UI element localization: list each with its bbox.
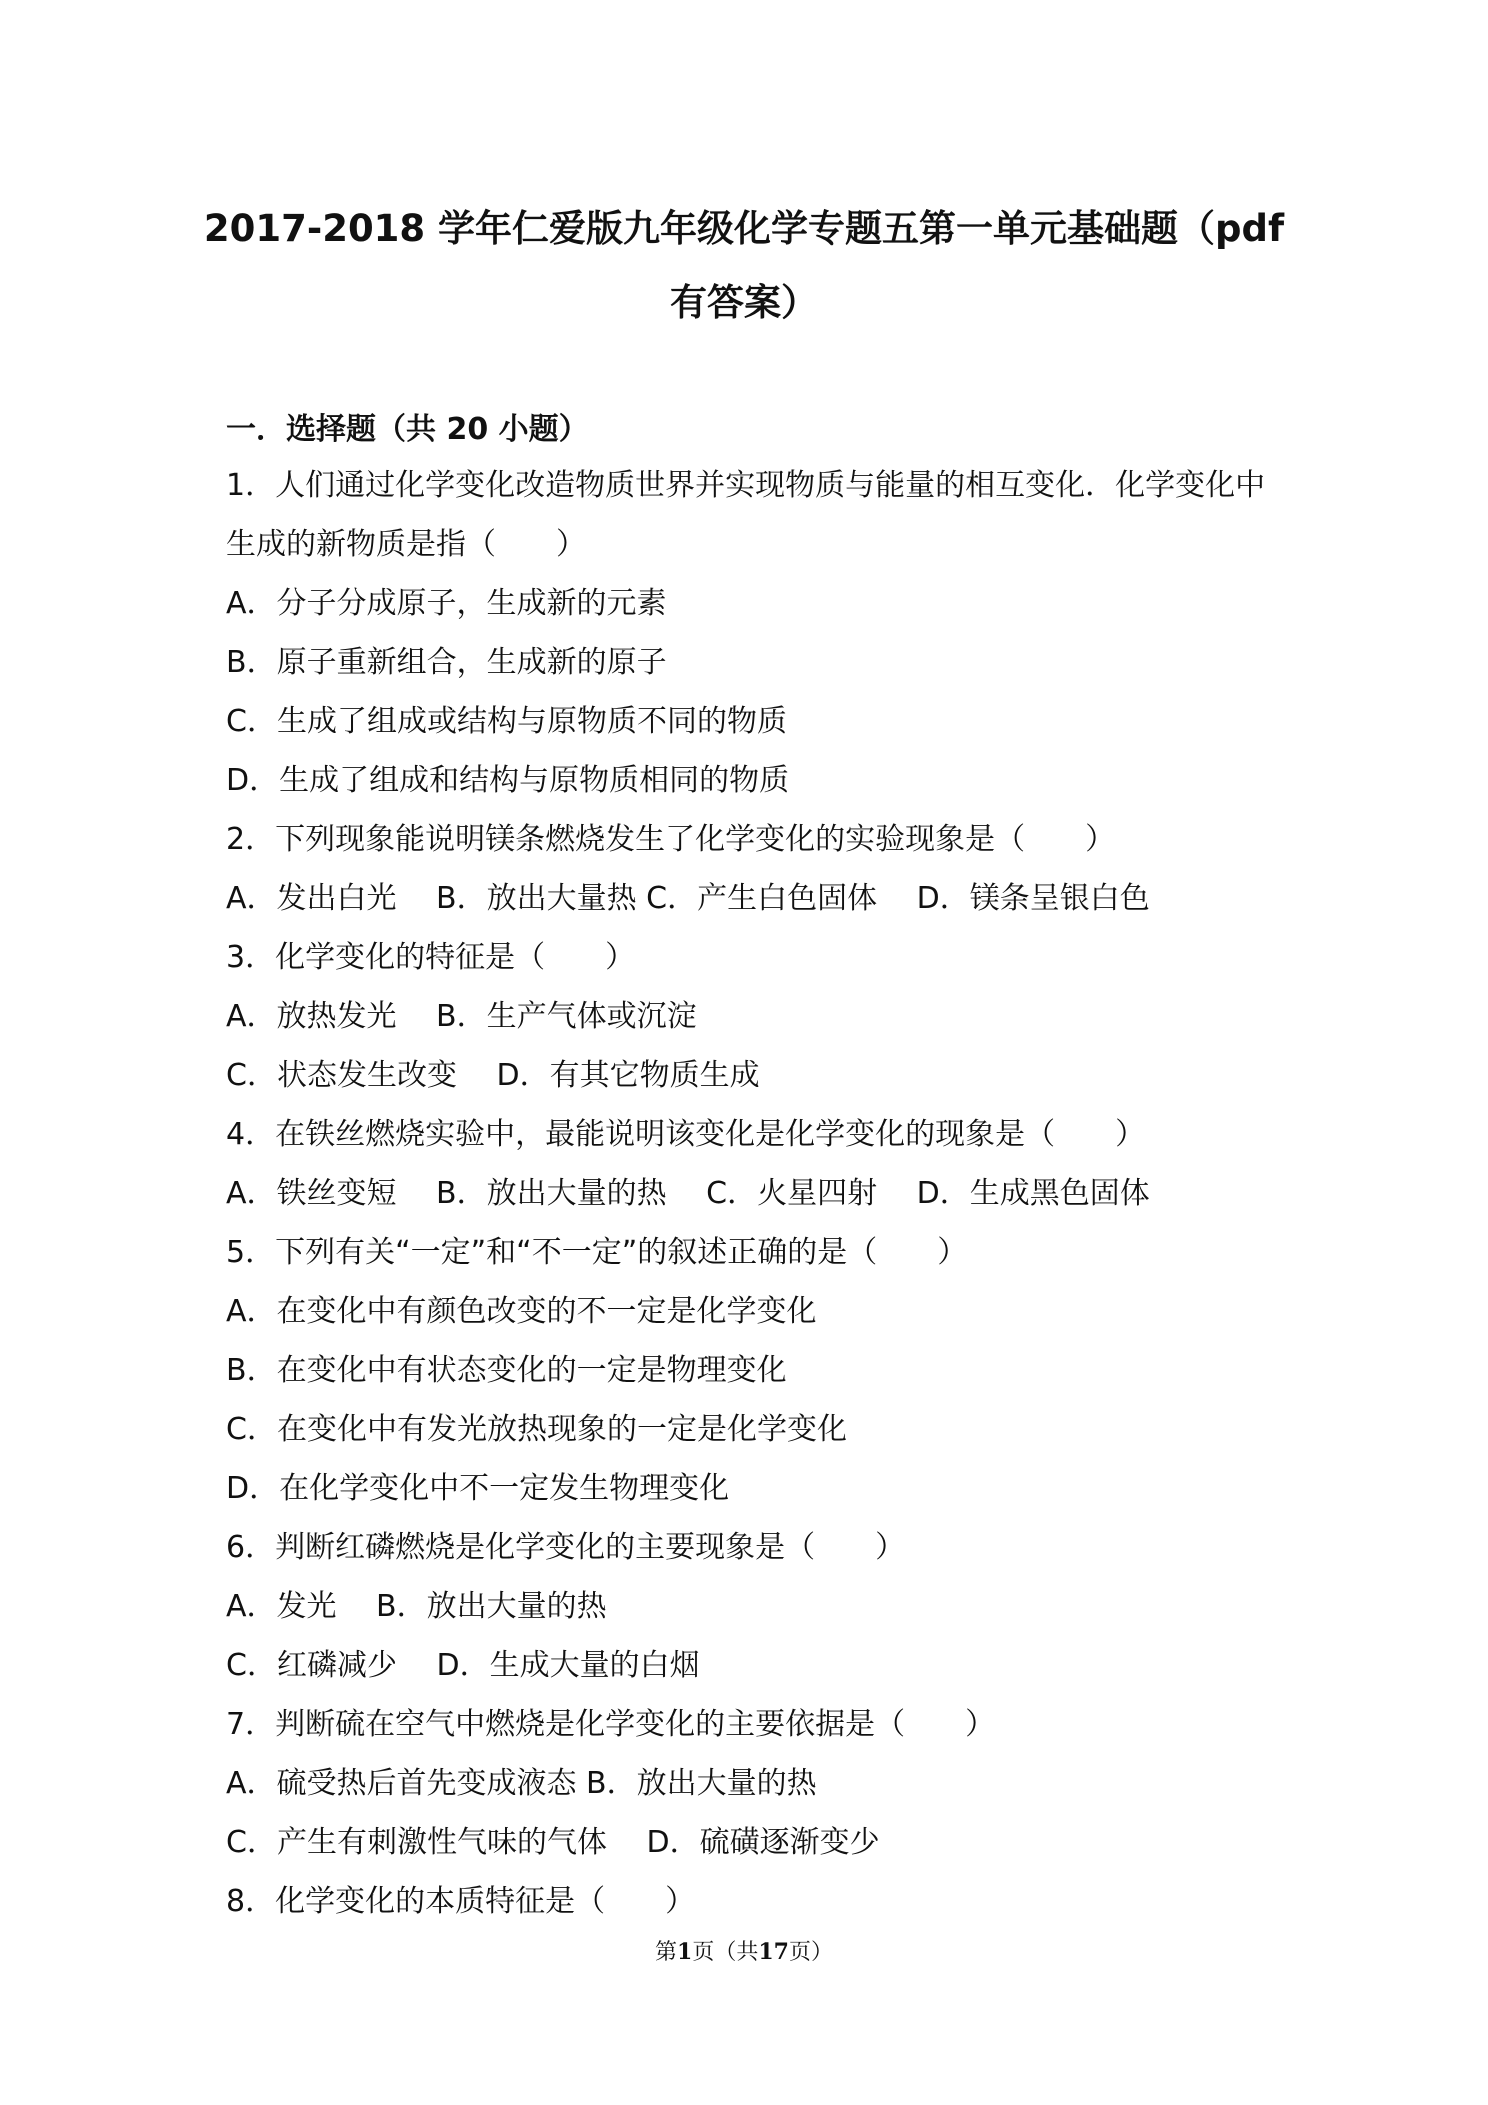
option-line: C．生成了组成或结构与原物质不同的物质 <box>226 704 787 739</box>
option-line: A．在变化中有颜色改变的不一定是化学变化 <box>226 1294 817 1329</box>
option-line: A．铁丝变短 B．放出大量的热 C．火星四射 D．生成黑色固体 <box>226 1176 1150 1211</box>
question-line: 生成的新物质是指（ ） <box>226 527 586 562</box>
question-line: 5．下列有关“一定”和“不一定”的叙述正确的是（ ） <box>226 1235 968 1270</box>
option-line: A．分子分成原子，生成新的元素 <box>226 586 667 621</box>
document-title-line-2: 有答案） <box>670 281 818 324</box>
option-line: C．在变化中有发光放热现象的一定是化学变化 <box>226 1412 847 1447</box>
option-line: B．在变化中有状态变化的一定是物理变化 <box>226 1353 787 1388</box>
question-line: 6．判断红磷燃烧是化学变化的主要现象是（ ） <box>226 1530 906 1565</box>
option-line: D．生成了组成和结构与原物质相同的物质 <box>226 763 790 798</box>
footer-suffix: 页） <box>788 1940 833 1965</box>
option-line: C．红磷减少 D．生成大量的白烟 <box>226 1648 700 1683</box>
footer-prefix: 第 <box>655 1940 678 1965</box>
footer-total-pages: 17 <box>758 1939 789 1965</box>
section-heading: 一．选择题（共 20 小题） <box>226 412 589 447</box>
option-line: B．原子重新组合，生成新的原子 <box>226 645 667 680</box>
question-line: 2．下列现象能说明镁条燃烧发生了化学变化的实验现象是（ ） <box>226 822 1116 857</box>
document-title-line-1: 2017-2018 学年仁爱版九年级化学专题五第一单元基础题（pdf <box>203 207 1285 250</box>
option-line: C．状态发生改变 D．有其它物质生成 <box>226 1058 760 1093</box>
option-line: A．硫受热后首先变成液态 B．放出大量的热 <box>226 1766 817 1801</box>
option-line: C．产生有刺激性气味的气体 D．硫磺逐渐变少 <box>226 1825 880 1860</box>
page-footer <box>0 1935 1488 1966</box>
question-line: 8．化学变化的本质特征是（ ） <box>226 1884 696 1919</box>
option-line: D．在化学变化中不一定发生物理变化 <box>226 1471 730 1506</box>
option-line: A．发出白光 B．放出大量热 C．产生白色固体 D．镁条呈银白色 <box>226 881 1150 916</box>
footer-middle: 页（共 <box>692 1940 759 1965</box>
option-line: A．放热发光 B．生产气体或沉淀 <box>226 999 697 1034</box>
question-line: 1．人们通过化学变化改造物质世界并实现物质与能量的相互变化．化学变化中 <box>226 468 1266 503</box>
question-list <box>226 456 1286 1931</box>
question-line: 4．在铁丝燃烧实验中，最能说明该变化是化学变化的现象是（ ） <box>226 1117 1146 1152</box>
option-line: A．发光 B．放出大量的热 <box>226 1589 607 1624</box>
question-line: 3．化学变化的特征是（ ） <box>226 940 636 975</box>
footer-page-number: 1 <box>677 1939 693 1965</box>
question-line: 7．判断硫在空气中燃烧是化学变化的主要依据是（ ） <box>226 1707 996 1742</box>
